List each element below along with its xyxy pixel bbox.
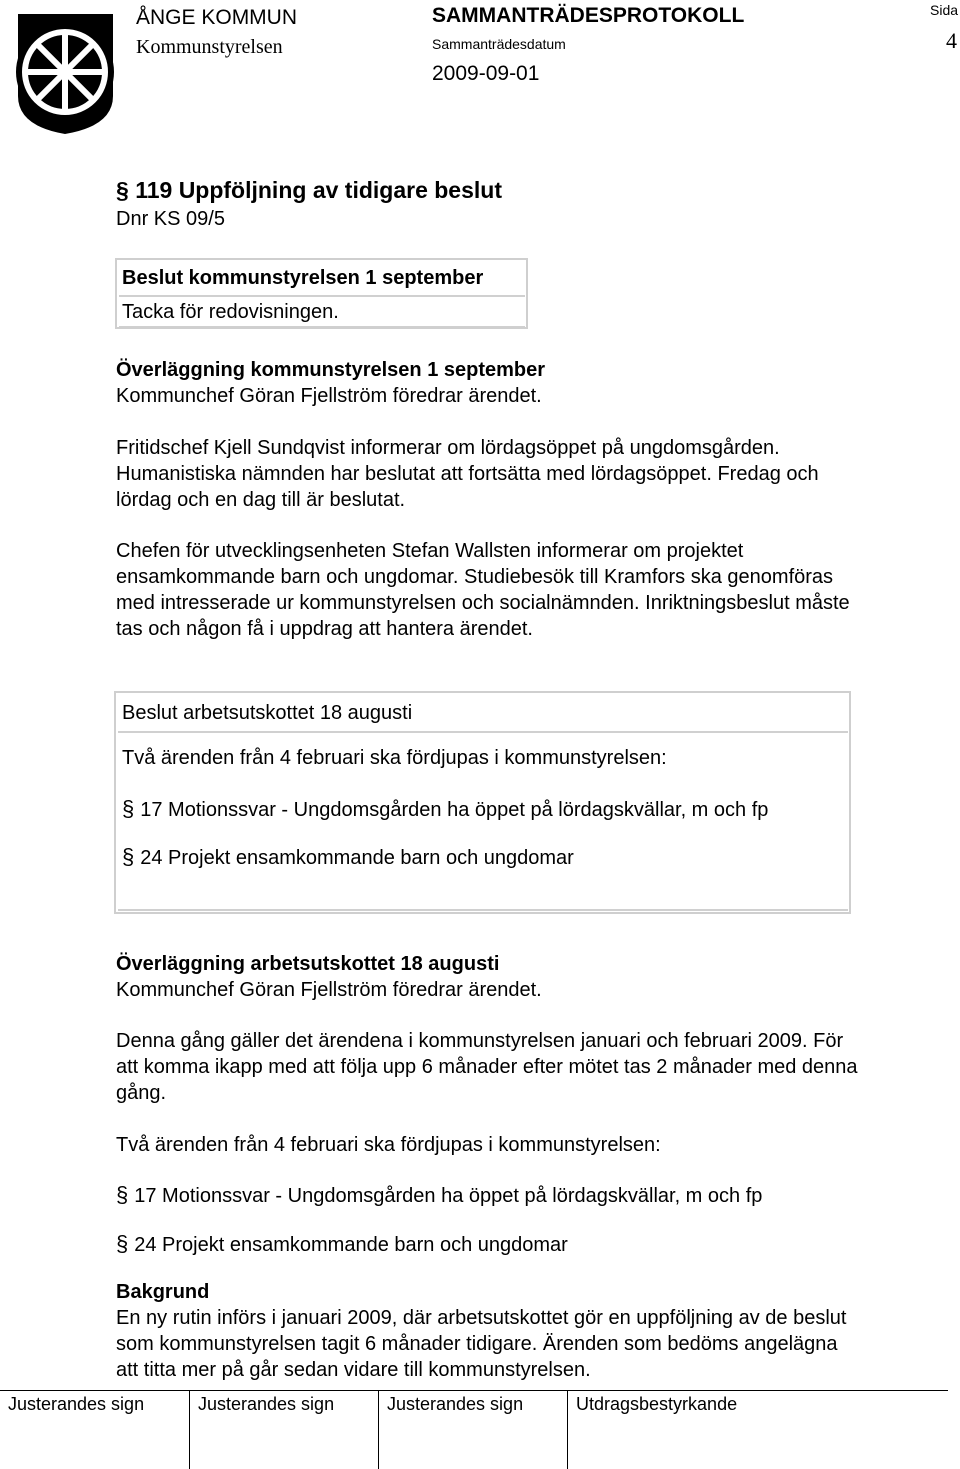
paragraph-line: Humanistiska nämnden har beslutat att fortsätta med lördagsöppet. Fredag och [116, 463, 819, 485]
section-number: 119 [135, 177, 173, 203]
footer-cell [190, 1390, 379, 1469]
document-title: SAMMANTRÄDESPROTOKOLL [432, 4, 745, 27]
meeting-date: 2009-09-01 [432, 62, 540, 85]
deliberation-au-item: § 24 Projekt ensamkommande barn och ungdomar [116, 1231, 568, 1256]
paragraph-line: Denna gång gäller det ärendena i kommunstyrelsen januari och februari 2009. För [116, 1030, 844, 1052]
section-sign-icon: § [116, 177, 129, 203]
paragraph-line: som kommunstyrelsen tagit 6 månader tidigare. Ärenden som bedöms angelägna [116, 1333, 838, 1355]
section-sign-icon: § [116, 1231, 129, 1256]
box-divider [119, 326, 525, 327]
paragraph-line: med intresserade ur kommunstyrelsen och socialnämnden. Inriktningsbeslut måste [116, 592, 850, 614]
wheel-emblem-icon [8, 6, 123, 138]
decision-au-item: § 17 Motionssvar - Ungdomsgården ha öppet på lördagskvällar, m och fp [122, 796, 769, 821]
paragraph-line: Chefen för utvecklingsenheten Stefan Wallsten informerar om projektet [116, 540, 744, 562]
org-subtitle: Kommunstyrelsen [136, 36, 283, 58]
decision-ks-heading: Beslut kommunstyrelsen 1 september [122, 267, 484, 289]
logo-emblem [8, 6, 123, 138]
box-divider [118, 731, 848, 733]
page-label: Sida [930, 2, 959, 18]
section-title-text: Uppföljning av tidigare beslut [178, 177, 502, 203]
section-sign-icon: § [122, 796, 135, 821]
signature-label: Justerandes sign [387, 1394, 524, 1414]
deliberation-au-intro: Två ärenden från 4 februari ska fördjupas i kommunstyrelsen: [116, 1134, 661, 1156]
box-divider [118, 909, 848, 911]
deliberation-au-line: Kommunchef Göran Fjellström föredrar ärendet. [116, 979, 542, 1001]
decision-ks-text: Tacka för redovisningen. [122, 301, 339, 323]
decision-au-item: § 24 Projekt ensamkommande barn och ungdomar [122, 844, 574, 869]
footer-cell [379, 1390, 568, 1469]
signature-label: Justerandes sign [198, 1394, 335, 1414]
footer-cell [568, 1390, 948, 1469]
org-name: ÅNGE KOMMUN [136, 6, 298, 29]
decision-au-intro: Två ärenden från 4 februari ska fördjupas i kommunstyrelsen: [122, 747, 667, 769]
deliberation-ks-heading: Överläggning kommunstyrelsen 1 september [116, 359, 546, 381]
background-heading: Bakgrund [116, 1281, 210, 1303]
section-title [116, 177, 502, 204]
section-sign-icon: § [122, 844, 135, 869]
paragraph-line: tas och någon få i uppdrag att hantera ärendet. [116, 618, 533, 640]
signature-label: Justerandes sign [8, 1394, 145, 1414]
box-divider [119, 295, 525, 297]
case-number: Dnr KS 09/5 [116, 208, 225, 230]
paragraph-line: ensamkommande barn och ungdomar. Studiebesök till Kramfors ska genomföras [116, 566, 834, 588]
paragraph-line: att komma ikapp med att följa upp 6 månader efter mötet tas 2 månader med denna [116, 1056, 858, 1078]
deliberation-au-heading: Överläggning arbetsutskottet 18 augusti [116, 953, 500, 975]
deliberation-au-item: § 17 Motionssvar - Ungdomsgården ha öppet på lördagskvällar, m och fp [116, 1182, 763, 1207]
paragraph-line: En ny rutin införs i januari 2009, där arbetsutskottet gör en uppföljning av de beslut [116, 1307, 847, 1329]
paragraph-line: att titta mer på går sedan vidare till kommunstyrelsen. [116, 1359, 591, 1381]
paragraph-line: Fritidschef Kjell Sundqvist informerar om lördagsöppet på ungdomsgården. [116, 437, 780, 459]
certification-label: Utdragsbestyrkande [576, 1394, 738, 1414]
deliberation-ks-line: Kommunchef Göran Fjellström föredrar ärendet. [116, 385, 542, 407]
footer-cell [0, 1390, 190, 1469]
paragraph-line: lördag och en dag till är beslutat. [116, 489, 406, 511]
decision-au-heading: Beslut arbetsutskottet 18 augusti [122, 702, 413, 724]
page-number: 4 [946, 28, 957, 53]
meeting-date-label: Sammanträdesdatum [432, 36, 566, 52]
section-sign-icon: § [116, 1182, 129, 1207]
paragraph-line: gång. [116, 1082, 167, 1104]
